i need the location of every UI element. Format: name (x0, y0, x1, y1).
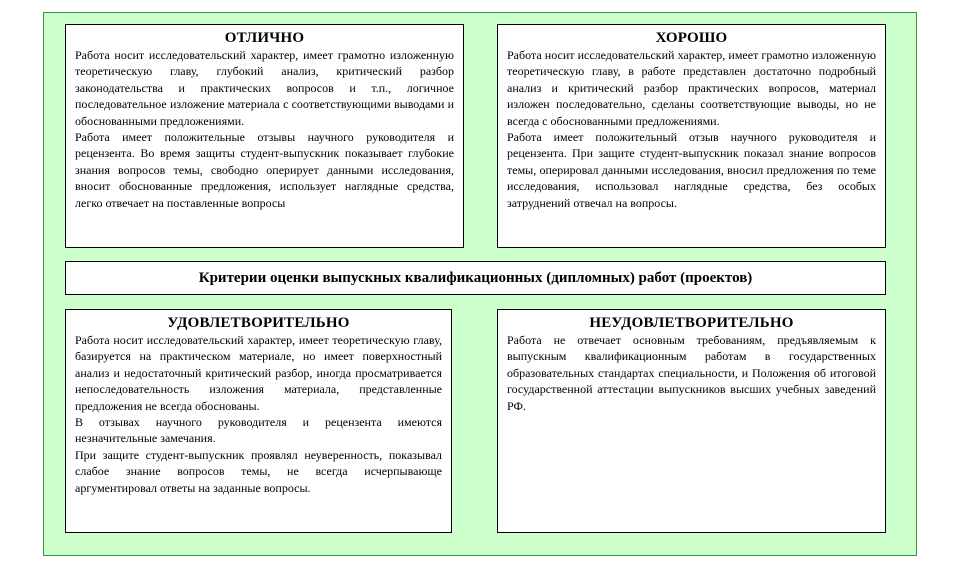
grade-unsatisfactory-box (497, 309, 886, 533)
grade-excellent-paragraph: Работа носит исследовательский характер, имеет грамотно изложенную теоретическую главу, глубокий анализ, критический разбор законодательства и практических вопросов и т.п., логичное последовательное изложение материала с соответствующими выводами и обоснованными предложениями. (75, 48, 454, 128)
grade-satisfactory-paragraph: В отзывах научного руководителя и рецензента имеются незначительные замечания. (75, 415, 442, 446)
grade-good-paragraph: Работа носит исследовательский характер, имеет грамотно изложенную теоретическую главу, в работе представлен достаточно подробный анализ и критический разбор практических вопросов, материал изложен последовательно, сделаны соответствующие выводы, но не всегда с обоснованными предложениями. (507, 48, 876, 128)
grade-unsatisfactory-paragraph: Работа не отвечает основным требованиям, предъявляемым к выпускным квалификационным работам в государственных образовательных стандартах специальности, и Положения об итоговой государственной аттестации выпускников высших учебных заведений РФ. (507, 333, 876, 413)
grade-satisfactory-paragraph: При защите студент-выпускник проявлял неуверенность, показывал слабое знание вопросов темы, не всегда исчерпывающе аргументировал ответы на заданные вопросы. (75, 447, 442, 495)
grade-good-title: ХОРОШО (655, 30, 728, 46)
grade-good-paragraph: Работа имеет положительный отзыв научного руководителя и рецензента. При защите студент-выпускник показал знание вопросов темы, оперировал данными исследования, вносил предложения по теме исследования, использовал наглядные средства, без особых затруднений отвечал на вопросы. (507, 130, 876, 210)
criteria-banner-title: Критерии оценки выпускных квалификационных (дипломных) работ (проектов) (198, 269, 753, 286)
grade-good-box (497, 24, 886, 248)
grade-excellent-paragraph: Работа имеет положительные отзывы научного руководителя и рецензента. Во время защиты студент-выпускник показывает глубокие знания вопросов темы, свободно оперирует данными исследования, вносит обоснованные предложения, использует наглядные средства, легко отвечает на поставленные вопросы (75, 130, 454, 210)
grade-satisfactory-paragraph: Работа носит исследовательский характер, имеет теоретическую главу, базируется на практическом материале, но имеет поверхностный анализ и недостаточный критический разбор, иногда просматривается непоследовательность изложения материала, представленные предложения не всегда обоснованы. (75, 333, 442, 413)
grade-unsatisfactory-title: НЕУДОВЛЕТВОРИТЕЛЬНО (589, 315, 794, 331)
grade-satisfactory-title: УДОВЛЕТВОРИТЕЛЬНО (167, 315, 350, 331)
grade-excellent-box (65, 24, 464, 248)
grade-satisfactory-box (65, 309, 452, 533)
grade-excellent-title: ОТЛИЧНО (224, 30, 305, 46)
criteria-banner (65, 261, 886, 295)
